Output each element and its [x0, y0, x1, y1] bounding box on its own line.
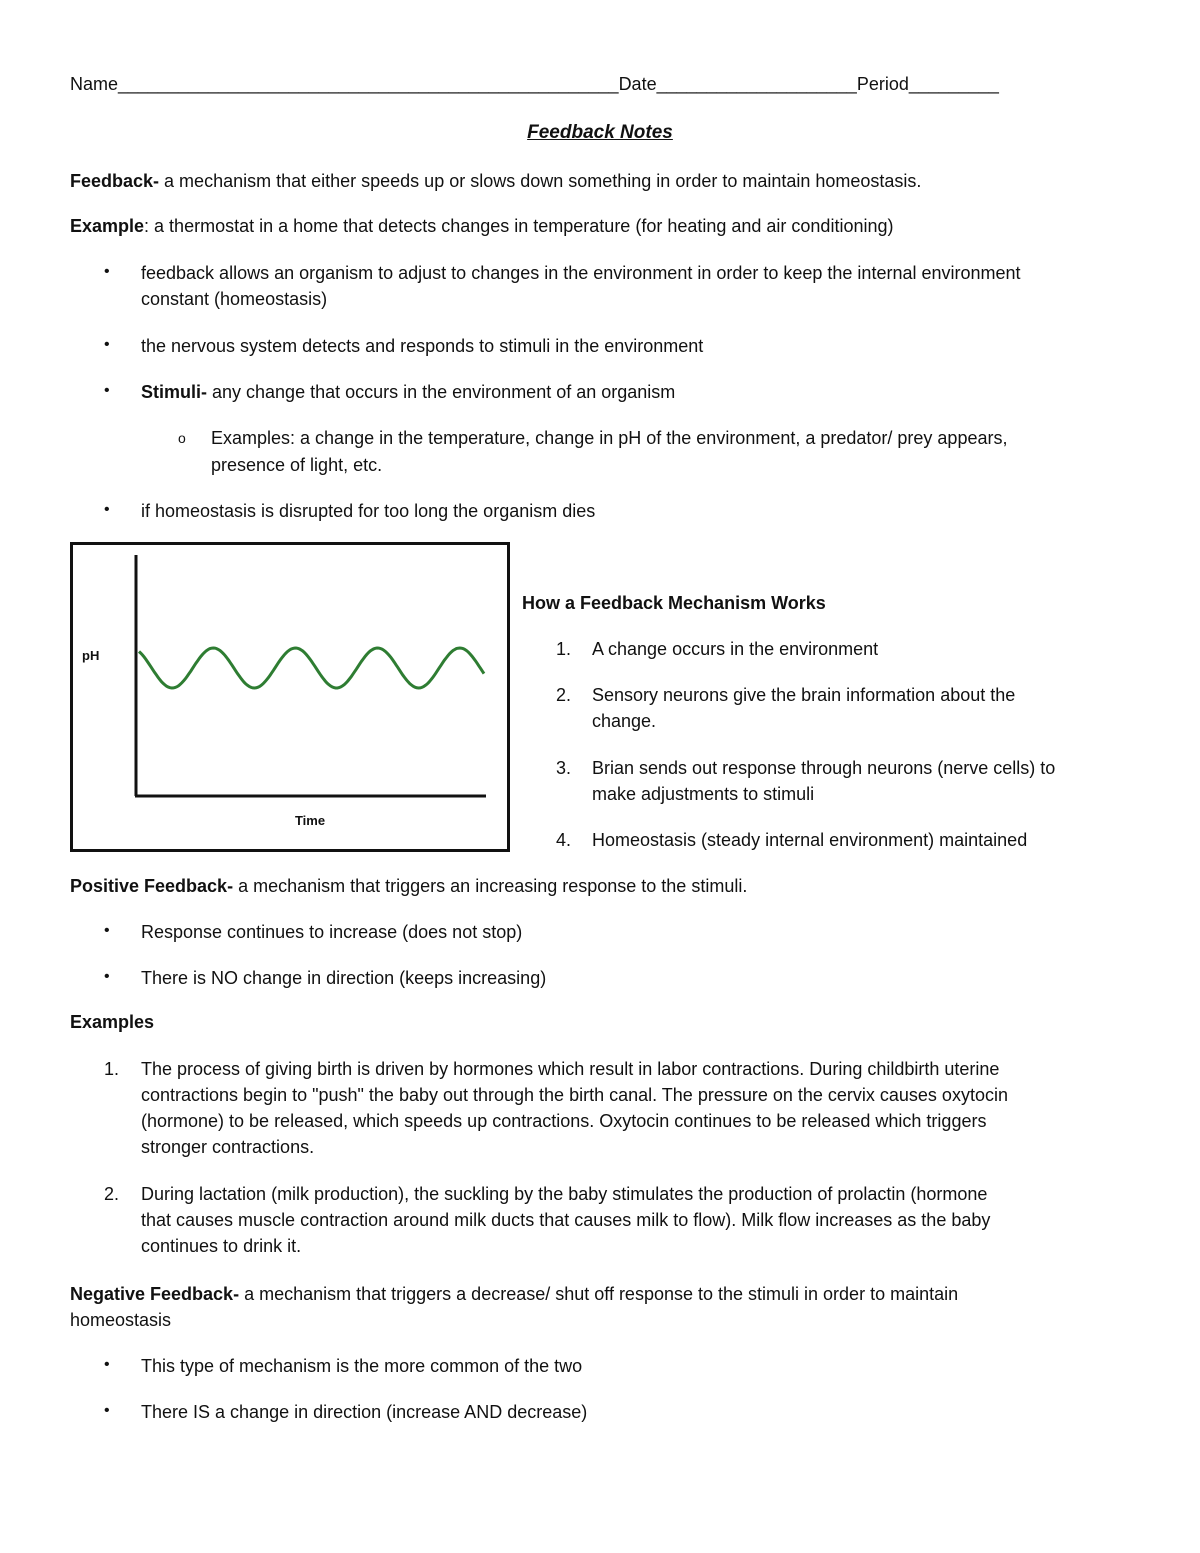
example-number: 1.: [104, 1059, 120, 1079]
example-term: Example: [70, 216, 145, 236]
period-blank[interactable]: _________: [908, 74, 999, 94]
bullet-item: if homeostasis is disrupted for too long the organism dies: [141, 501, 596, 521]
example-item: The process of giving birth is driven by hormones which result in labor contractions. During childbirth uterine contractions begin to "push" the baby out through the birth canal. The pressure on the cervix causes oxytocin (hormone) to be released, which speeds up contractions. Oxytocin continues to be released which triggers stronger contractions.: [141, 1059, 1008, 1157]
bullet-item: There is NO change in direction (keeps increasing): [141, 968, 547, 988]
feedback-term: Feedback-: [70, 171, 160, 191]
period-label: Period: [856, 74, 909, 94]
step-number: 4.: [556, 830, 572, 850]
bullet-item: feedback allows an organism to adjust to changes in the environment in order to keep the internal environment constant (homeostasis): [141, 263, 1021, 309]
bullet-marker: •: [104, 1402, 110, 1419]
feedback-text: a mechanism that either speeds up or slows down something in order to maintain homeostasis.: [159, 171, 922, 191]
example-number: 2.: [104, 1184, 120, 1204]
mechanism-step: Homeostasis (steady internal environment) maintained: [592, 830, 1028, 850]
ph-time-graph: [70, 542, 510, 852]
bullet-marker: •: [104, 382, 110, 399]
bullet-item: Stimuli- any change that occurs in the environment of an organism: [141, 382, 676, 402]
bullet-marker: •: [104, 922, 110, 939]
example-definition: [70, 216, 893, 237]
bullet-marker: •: [104, 501, 110, 518]
step-number: 2.: [556, 685, 572, 705]
example-text: : a thermostat in a home that detects changes in temperature (for heating and air conditioning): [144, 216, 894, 236]
examples-heading: Examples: [70, 1012, 155, 1032]
step-number: 1.: [556, 639, 572, 659]
bullet-item: This type of mechanism is the more common of the two: [141, 1356, 583, 1376]
date-label: Date: [618, 74, 657, 94]
positive-term: Positive Feedback-: [70, 876, 234, 896]
y-axis-label: pH: [82, 648, 100, 663]
x-axis-label: Time: [294, 813, 326, 828]
bullet-item: the nervous system detects and responds to stimuli in the environment: [141, 336, 704, 356]
ph-chart-svg: [73, 545, 507, 849]
name-label: Name: [70, 74, 119, 94]
page-title: Feedback Notes: [527, 122, 673, 143]
stimuli-term: Stimuli-: [141, 382, 207, 402]
mechanism-step: Sensory neurons give the brain information about the change.: [592, 685, 1016, 731]
bullet-item: Response continues to increase (does not stop): [141, 922, 523, 942]
date-blank[interactable]: ____________________: [656, 74, 857, 94]
sub-bullet-item: Examples: a change in the temperature, change in pH of the environment, a predator/ prey appears, presence of light, etc.: [211, 428, 1008, 475]
sub-bullet-marker: o: [178, 430, 186, 446]
negative-feedback-definition: Negative Feedback- a mechanism that triggers a decrease/ shut off response to the stimuli in order to maintain homeostasis: [70, 1284, 959, 1330]
name-blank[interactable]: __________________________________________________: [118, 74, 619, 94]
bullet-marker: •: [104, 263, 110, 280]
feedback-definition: [70, 171, 921, 192]
positive-feedback-definition: Positive Feedback- a mechanism that triggers an increasing response to the stimuli.: [70, 876, 748, 896]
ph-series-line: [139, 648, 484, 688]
step-number: 3.: [556, 758, 572, 778]
mechanism-step: A change occurs in the environment: [592, 639, 879, 659]
negative-term: Negative Feedback-: [70, 1284, 240, 1304]
mechanism-step: Brian sends out response through neurons (nerve cells) to make adjustments to stimuli: [592, 758, 1056, 804]
bullet-marker: •: [104, 1356, 110, 1373]
bullet-marker: •: [104, 968, 110, 985]
bullet-marker: •: [104, 336, 110, 353]
mechanism-heading: How a Feedback Mechanism Works: [522, 593, 826, 613]
header-line: [70, 74, 999, 95]
bullet-item: There IS a change in direction (increase AND decrease): [141, 1402, 588, 1422]
example-item: During lactation (milk production), the suckling by the baby stimulates the production of prolactin (hormone that causes muscle contraction around milk ducts that causes milk to flow). Milk flow increases as the baby continues to drink it.: [141, 1184, 991, 1256]
